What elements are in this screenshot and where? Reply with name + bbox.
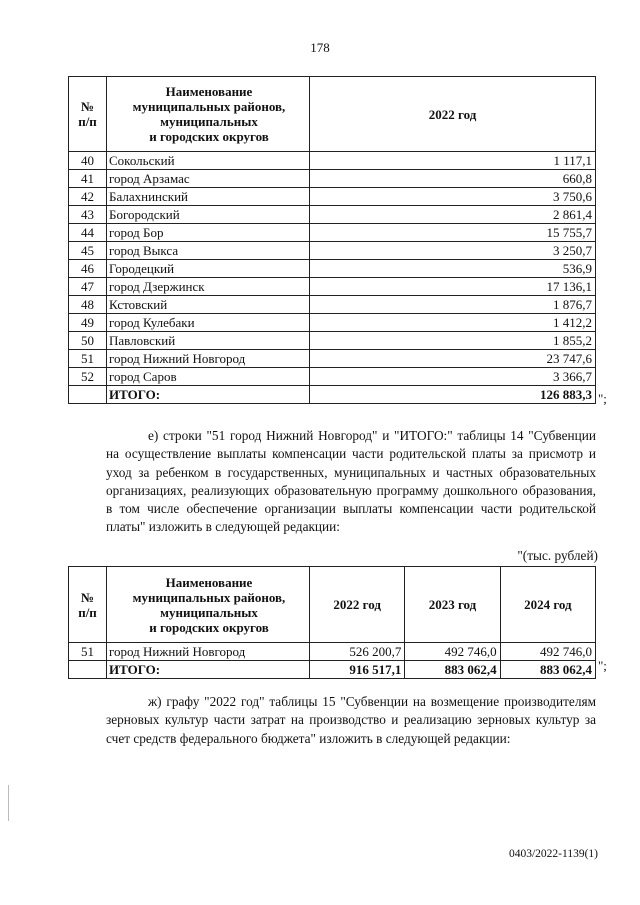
row-num: 44 <box>69 224 107 242</box>
table-row <box>69 314 596 332</box>
table-row <box>69 332 596 350</box>
header-year: 2022 год <box>310 77 596 152</box>
row-num: 45 <box>69 242 107 260</box>
paragraph-zh <box>106 693 596 748</box>
row-name: город Арзамас <box>107 170 310 188</box>
row-value-2023: 492 746,0 <box>405 643 500 661</box>
row-value: 3 366,7 <box>310 368 596 386</box>
total-label: ИТОГО: <box>107 661 310 679</box>
row-name: Павловский <box>107 332 310 350</box>
margin-mark <box>8 785 9 821</box>
total-row <box>69 386 596 404</box>
table-body <box>69 152 596 404</box>
row-value: 536,9 <box>310 260 596 278</box>
row-name: город Бор <box>107 224 310 242</box>
row-name: Городецкий <box>107 260 310 278</box>
row-name: город Нижний Новгород <box>107 643 310 661</box>
row-value: 1 855,2 <box>310 332 596 350</box>
row-value-2024: 492 746,0 <box>500 643 595 661</box>
table-row <box>69 296 596 314</box>
table-compensation-subventions <box>68 566 596 679</box>
total-value: 126 883,3 <box>310 386 596 404</box>
row-value-2022: 526 200,7 <box>310 643 405 661</box>
table-row <box>69 368 596 386</box>
row-value: 3 750,6 <box>310 188 596 206</box>
row-name: город Дзержинск <box>107 278 310 296</box>
total-label: ИТОГО: <box>107 386 310 404</box>
total-num-cell <box>69 661 107 679</box>
header-2022: 2022 год <box>310 567 405 643</box>
paragraph-e-text: е) строки "51 город Нижний Новгород" и "ИТОГО:" таблицы 14 "Субвенции на осуществление выплаты компенсации части родительской платы за присмотр и уход за ребенком в государственных, муниципальных и частных образовательных организациях, реализующих образовательную программу дошкольного образования, в том числе обеспечение организации выплаты компенсации части родительской платы" изложить в следующей редакции: <box>106 428 596 535</box>
header-2024: 2024 год <box>500 567 595 643</box>
total-value-2024: 883 062,4 <box>500 661 595 679</box>
paragraph-zh-text: ж) графу "2022 год" таблицы 15 "Субвенции на возмещение производителям зерновых культур части затрат на производство и реализацию зерновых культур за счет средств федерального бюджета" изложить в следующей редакции: <box>106 694 596 746</box>
table-row <box>69 278 596 296</box>
table-row <box>69 350 596 368</box>
table1-closing-quote: "; <box>598 391 607 406</box>
header-name: Наименование муниципальных районов, муниципальных и городских округов <box>107 77 310 152</box>
page-number: 178 <box>310 40 330 55</box>
row-value: 1 412,2 <box>310 314 596 332</box>
total-value-2022: 916 517,1 <box>310 661 405 679</box>
total-value-2023: 883 062,4 <box>405 661 500 679</box>
row-value: 2 861,4 <box>310 206 596 224</box>
header-num: № п/п <box>69 567 107 643</box>
table-row <box>69 242 596 260</box>
table-row <box>69 206 596 224</box>
row-num: 40 <box>69 152 107 170</box>
row-value: 1 876,7 <box>310 296 596 314</box>
row-name: Кстовский <box>107 296 310 314</box>
table-district-subventions-2022 <box>68 76 596 404</box>
row-value: 23 747,6 <box>310 350 596 368</box>
row-num: 48 <box>69 296 107 314</box>
row-value: 15 755,7 <box>310 224 596 242</box>
paragraph-e <box>106 427 596 537</box>
table-row <box>69 170 596 188</box>
row-num: 51 <box>69 643 107 661</box>
table2-closing-quote: "; <box>598 658 607 673</box>
row-name: Сокольский <box>107 152 310 170</box>
row-value: 660,8 <box>310 170 596 188</box>
footer-code: 0403/2022-1139(1) <box>508 848 598 860</box>
row-num: 47 <box>69 278 107 296</box>
row-num: 51 <box>69 350 107 368</box>
row-name: город Кулебаки <box>107 314 310 332</box>
header-2023: 2023 год <box>405 567 500 643</box>
total-num-cell <box>69 386 107 404</box>
table-row <box>69 152 596 170</box>
table-row <box>69 188 596 206</box>
row-name: город Нижний Новгород <box>107 350 310 368</box>
row-num: 41 <box>69 170 107 188</box>
row-value: 1 117,1 <box>310 152 596 170</box>
row-num: 43 <box>69 206 107 224</box>
row-name: город Выкса <box>107 242 310 260</box>
row-num: 49 <box>69 314 107 332</box>
header-name: Наименование муниципальных районов, муниципальных и городских округов <box>107 567 310 643</box>
row-value: 3 250,7 <box>310 242 596 260</box>
row-num: 50 <box>69 332 107 350</box>
header-num: № п/п <box>69 77 107 152</box>
row-num: 46 <box>69 260 107 278</box>
row-num: 52 <box>69 368 107 386</box>
row-name: Балахнинский <box>107 188 310 206</box>
table-row <box>69 260 596 278</box>
row-name: Богородский <box>107 206 310 224</box>
unit-label: "(тыс. рублей) <box>517 548 598 563</box>
total-row <box>69 661 596 679</box>
table-row <box>69 643 596 661</box>
row-name: город Саров <box>107 368 310 386</box>
table-row <box>69 224 596 242</box>
row-num: 42 <box>69 188 107 206</box>
row-value: 17 136,1 <box>310 278 596 296</box>
